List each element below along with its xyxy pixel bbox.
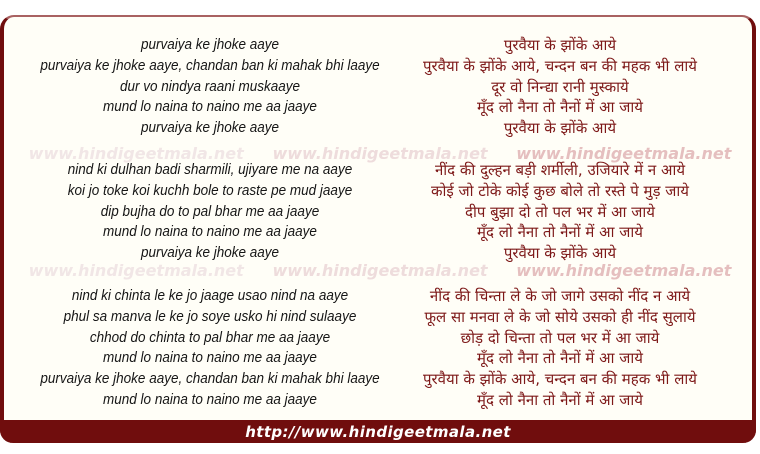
lyric-line-hindi: मूँद लो नैना तो नैनों में आ जाये [477,390,643,409]
lyric-line-hindi: कोई जो टोके कोई कुछ बोले तो रस्ते पे मुड़ जाये [430,181,690,200]
lyric-line-roman: nind ki chinta le ke jo jaage usao nind na aaye [71,287,349,304]
lyric-line-hindi: फूल सा मनवा ले के जो सोये उसको ही नींद सुलाये [424,307,696,326]
lyric-line-roman: purvaiya ke jhoke aaye, chandan ban ki mahak bhi laaye [40,56,380,74]
lyric-line-roman: mund lo naina to naino me aa jaaye [103,390,317,408]
lyric-line-roman: chhod do chinta to pal bhar me aa jaaye [89,328,331,346]
watermark-text: www.hindigeetmala.net [516,144,732,163]
watermark-text: www.hindigeetmala.net [516,261,732,280]
stanza-1-roman [10,35,410,139]
lyric-line-roman: mund lo naina to naino me aa jaaye [103,349,317,367]
lyric-line-roman: purvaiya ke jhoke aaye [140,36,280,53]
lyric-line-roman: mund lo naina to naino me aa jaaye [103,223,317,241]
stanza-2-hindi [360,160,760,264]
watermark-text: www.hindigeetmala.net [28,261,244,280]
stanza-3-hindi [360,286,760,411]
stanza-2-roman [10,160,410,264]
lyric-line-hindi: मूँद लो नैना तो नैनों में आ जाये [477,223,643,242]
lyric-line-hindi: पुरवैया के झोंके आये [503,36,617,54]
watermark-text: www.hindigeetmala.net [28,144,244,163]
lyric-line-hindi: छोड़ दो चिन्ता तो पल भर में आ जाये [460,328,660,347]
lyric-line-hindi: पुरवैया के झोंके आये [503,119,617,138]
lyric-line-hindi: पुरवैया के झोंके आये, चन्दन बन की महक भी लाये [423,370,697,389]
lyric-line-roman: purvaiya ke jhoke aaye [140,119,280,137]
lyric-line-hindi: पुरवैया के झोंके आये, चन्दन बन की महक भी लाये [423,56,697,75]
lyric-line-hindi: पुरवैया के झोंके आये [503,244,617,263]
footer-url: http://www.hindigeetmala.net [245,422,511,441]
lyric-line-roman: purvaiya ke jhoke aaye [140,244,280,262]
watermark-text: www.hindigeetmala.net [272,261,488,280]
lyric-line-roman: phul sa manva le ke jo soye usko hi nind sulaaye [63,307,357,325]
lyric-line-hindi: दीप बुझा दो तो पल भर में आ जाये [465,202,655,221]
lyric-line-roman: koi jo toke koi kuchh bole to raste pe mud jaaye [67,181,353,199]
stanza-1-hindi [360,35,760,139]
lyric-line-hindi: मूँद लो नैना तो नैनों में आ जाये [477,98,643,117]
stanza-3-roman [10,286,410,411]
lyric-line-hindi: मूँद लो नैना तो नैनों में आ जाये [477,349,643,368]
watermark-text: www.hindigeetmala.net [272,144,488,163]
lyric-line-roman: purvaiya ke jhoke aaye, chandan ban ki mahak bhi laaye [40,370,380,388]
lyric-line-hindi: दूर वो निन्द्या रानी मुस्काये [491,77,629,96]
lyric-line-hindi: नींद की दुल्हन बड़ी शर्मीली, उजियारे में न आये [434,161,686,179]
lyric-line-hindi: नींद की चिन्ता ले के जो जागे उसको नींद न आये [429,287,691,305]
lyric-line-roman: mund lo naina to naino me aa jaaye [103,98,317,116]
lyric-line-roman: dip bujha do to pal bhar me aa jaaye [100,202,320,220]
lyric-line-roman: nind ki dulhan badi sharmili, ujiyare me na aaye [67,161,353,178]
lyric-line-roman: dur vo nindya raani muskaaye [119,77,301,95]
